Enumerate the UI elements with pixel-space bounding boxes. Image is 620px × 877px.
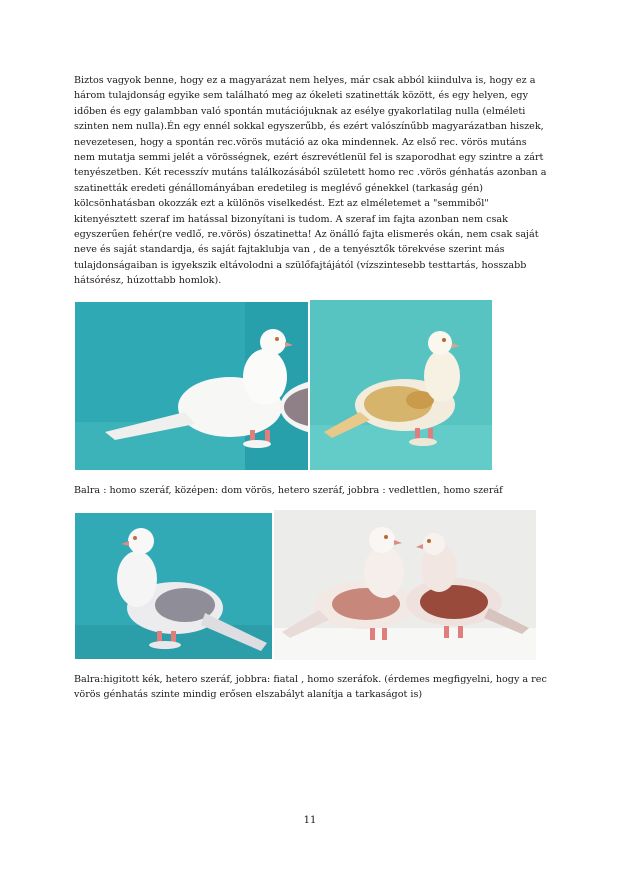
paragraph-line: időben és egy galambban való spontán mutációjuknak az esélye gyakorlatilag nulla (elméleti: [74, 105, 526, 117]
paragraph-line: kölcsönhatásban okozzák ezt a különös viselkedést. Ezt az elméletemet a "semmiből": [74, 198, 489, 210]
paragraph-line: neve és saját standardja, és saját fajtaklubja van , de a tenyésztők törekvése szerint más: [74, 244, 505, 256]
caption-row-1: [74, 483, 554, 498]
caption-text: vörös génhatás szinte mindig erősen elszabályt alanítja a tarkaságot is): [74, 689, 423, 701]
paragraph-line: kitenyésztett szeraf im hatással bizonyítani is tudom. A szeraf im fajta azonban nem csak: [74, 213, 508, 225]
paragraph-line: tenyészetben. Két recesszív mutáns találkozásából született homo rec .vörös génhatás azonban a: [74, 167, 547, 179]
photo-young-homo-seraph: [274, 510, 536, 660]
paragraph-line: nevezetesen, hogy a spontán rec.vörös mutáció az oka mindennek. Az első rec. vörös mutáns: [74, 136, 527, 148]
paragraph-line: hátsórész, húzottabb homlok).: [74, 275, 222, 287]
photo-diluted-blue-pigeon: [75, 513, 272, 659]
caption-text: Balra : homo szeráf, középen: dom vörös, hetero szeráf, jobbra : vedlettlen, homo szeráf: [74, 485, 503, 496]
paragraph-line: Biztos vagyok benne, hogy ez a magyarázat nem helyes, már csak abból kiindulva is, hogy ez a: [74, 75, 536, 86]
caption-text: Balra:higitott kék, hetero szeráf, jobbra: fiatal , homo szeráfok. (érdemes megfigyelni, hogy a rec: [74, 674, 547, 685]
paragraph-line: tulajdonságaiban is igyekszik eltávolodni a szülőfajtájától (vízszintesebb testtartás, hosszabb: [74, 259, 527, 271]
caption-row-2: [74, 672, 554, 703]
paragraph-line: három tulajdonság egyike sem található meg az ókeleti szatinetták között, és egy helyen, egy: [74, 90, 528, 102]
paragraph-line: szatinetták eredeti génállományában eredetileg is meglévő génekkel (tarkaság gén): [74, 182, 484, 194]
paragraph-line: nem mutatja semmi jelét a vörösségnek, ezért észrevétlenül fel is szaporodhat egy szintre a zárt: [74, 152, 544, 164]
paragraph-line: egyszerűen fehér(re vedlő, re.vörös) ószatinetta! Az önálló fajta elismerés okán, nem csak saját: [74, 229, 539, 241]
page-number: 11: [303, 815, 317, 826]
photo-dom-red-pigeon: [310, 300, 492, 470]
photo-two-white-pigeons: [75, 302, 308, 470]
body-paragraph: [74, 73, 546, 289]
paragraph-line: szinten nem nulla).Én egy ennél sokkal egyszerűbb, és ezért valószínűbb magyarázatban hiszek,: [74, 121, 544, 133]
